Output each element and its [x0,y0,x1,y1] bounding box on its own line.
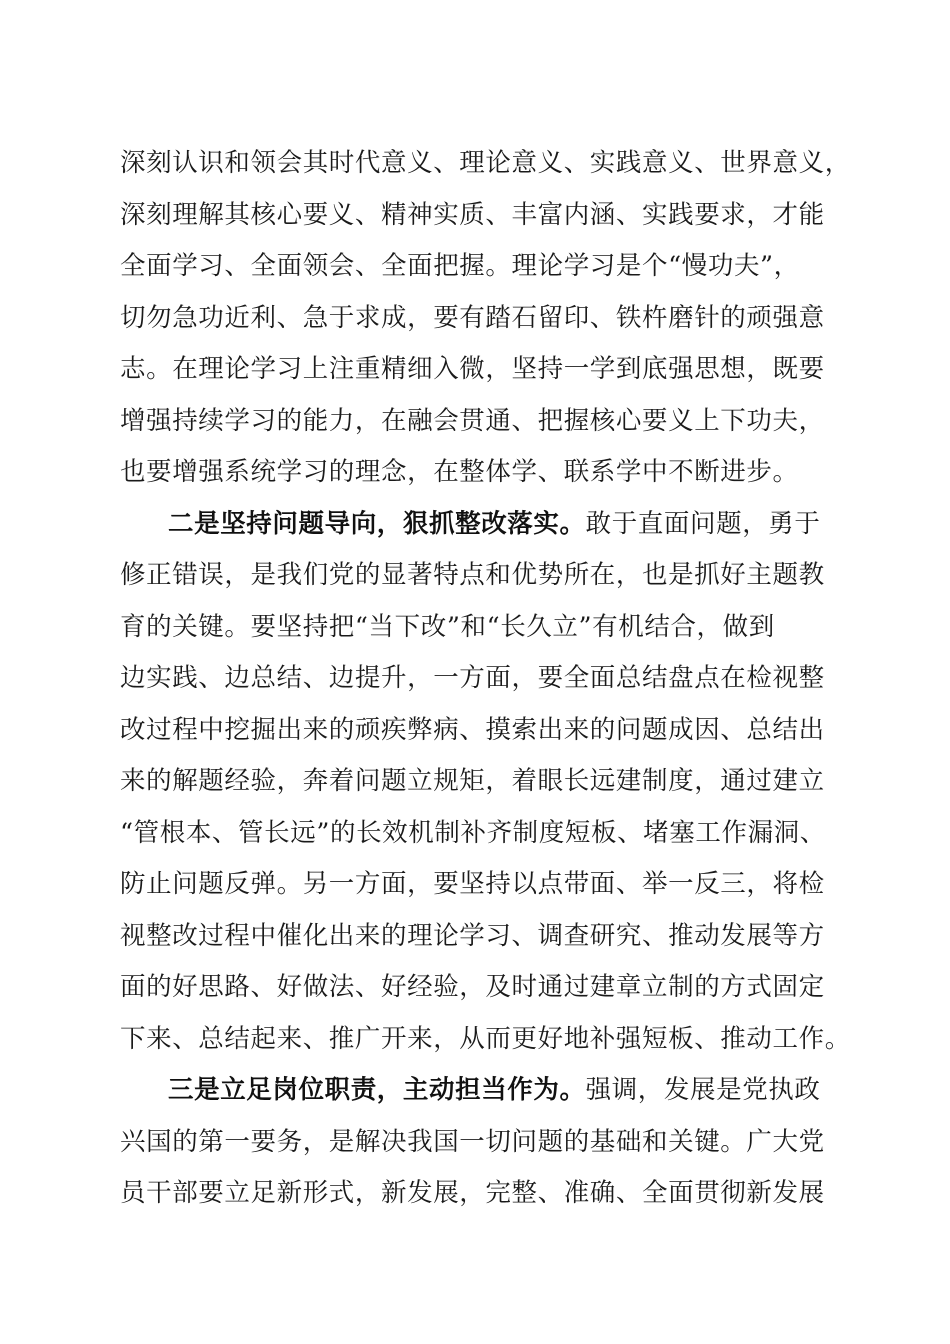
text-line [120,859,840,911]
line-text: 也要增强系统学习的理念，在整体学、联系学中不断进步。 [120,457,799,487]
text-line [120,962,840,1014]
text-line [120,1168,840,1220]
line-text: 视整改过程中催化出来的理论学习、调查研究、推动发展等方 [120,920,825,951]
line-text: 深刻理解其核心要义、精神实质、丰富内涵、实践要求，才能 [120,199,825,230]
section-heading: 三是立足岗位职责，主动担当作为。 [168,1075,586,1105]
line-text: 强调，发展是党执政 [585,1075,821,1105]
line-text: 育的关键。要坚持把“当下改”和“长久立”有机结合，做到 [120,611,775,642]
text-line [120,653,840,705]
line-text: 来的解题经验，奔着问题立规矩，着眼长远建制度，通过建立 [120,766,825,796]
text-line [120,1117,840,1169]
line-text: 增强持续学习的能力，在融会贯通、把握核心要义上下功夫， [120,405,825,436]
line-text: 面的好思路、好做法、好经验，及时通过建章立制的方式固定 [120,972,825,1002]
text-line [120,911,840,963]
section-heading: 二是坚持问题导向，狠抓整改落实。 [168,508,586,539]
line-text: 下来、总结起来、推广开来，从而更好地补强短板、推动工作。 [120,1023,851,1054]
line-text: 深刻认识和领会其时代意义、理论意义、实践意义、世界意义， [120,148,851,178]
line-text: 员干部要立足新形式，新发展，完整、准确、全面贯彻新发展 [120,1178,825,1208]
line-text: 全面学习、全面领会、全面把握。理论学习是个“慢功夫”， [120,251,800,281]
text-line [120,756,840,808]
text-line [120,344,840,396]
line-text: 志。在理论学习上注重精细入微，坚持一学到底强思想，既要 [120,354,825,384]
text-line [120,499,840,551]
text-line [120,1065,840,1117]
text-line [120,550,840,602]
line-text: 防止问题反弹。另一方面，要坚持以点带面、举一反三，将检 [120,869,825,899]
text-line [120,396,840,448]
text-line [120,602,840,654]
line-text: 改过程中挖掘出来的顽疾弊病、摸索出来的问题成因、总结出 [120,714,825,745]
text-line [120,138,851,190]
text-line [120,808,840,860]
text-line [120,190,840,242]
line-text: 修正错误，是我们党的显著特点和优势所在，也是抓好主题教 [120,560,825,590]
line-text: 边实践、边总结、边提升，一方面，要全面总结盘点在检视整 [120,663,825,693]
line-text: “管根本、管长远”的长效机制补齐制度短板、堵塞工作漏洞、 [120,817,826,848]
text-line [120,1014,851,1066]
line-text: 敢于直面问题，勇于 [585,508,821,539]
text-line [120,705,840,757]
line-text: 切勿急功近利、急于求成，要有踏石留印、铁杵磨针的顽强意 [120,302,825,333]
text-line [120,293,840,345]
document-body [120,138,851,1220]
line-text: 兴国的第一要务，是解决我国一切问题的基础和关键。广大党 [120,1126,825,1157]
text-line [120,241,840,293]
text-line [120,447,840,499]
